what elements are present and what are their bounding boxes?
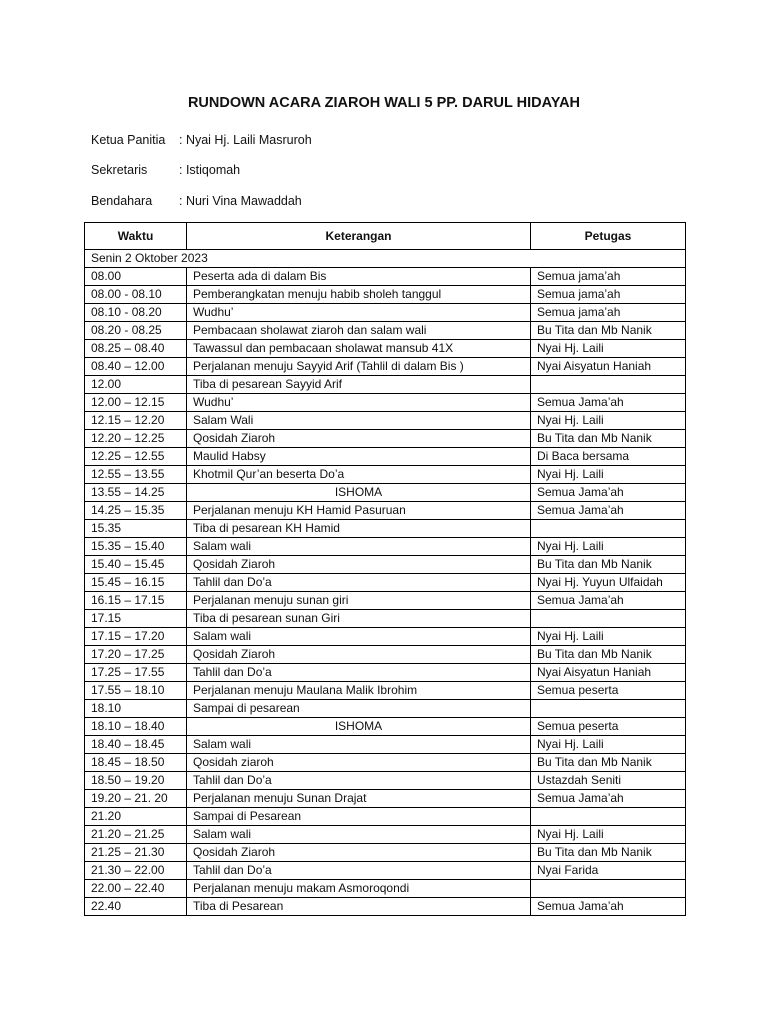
staff-cell: Semua Jama’ah: [531, 790, 686, 808]
time-cell: 15.35 – 15.40: [85, 538, 187, 556]
time-cell: 19.20 – 21. 20: [85, 790, 187, 808]
committee-chair: [91, 133, 312, 147]
description-cell: ISHOMA: [187, 484, 531, 502]
table-row: [85, 880, 686, 898]
description-cell: Tiba di pesarean sunan Giri: [187, 610, 531, 628]
table-row: [85, 754, 686, 772]
table-row: [85, 556, 686, 574]
table-row: [85, 700, 686, 718]
time-cell: 17.25 – 17.55: [85, 664, 187, 682]
table-row: [85, 718, 686, 736]
staff-cell: Semua Jama’ah: [531, 592, 686, 610]
staff-cell: Semua Jama’ah: [531, 502, 686, 520]
table-row: [85, 484, 686, 502]
table-header-row: [85, 223, 686, 250]
table-row: [85, 808, 686, 826]
table-row: [85, 898, 686, 916]
description-cell: Tahlil dan Do’a: [187, 862, 531, 880]
staff-cell: [531, 520, 686, 538]
time-cell: 16.15 – 17.15: [85, 592, 187, 610]
description-cell: Salam wali: [187, 826, 531, 844]
table-row: [85, 412, 686, 430]
staff-cell: Nyai Aisyatun Haniah: [531, 664, 686, 682]
table-row: [85, 772, 686, 790]
staff-cell: Nyai Hj. Laili: [531, 340, 686, 358]
staff-cell: Nyai Hj. Yuyun Ulfaidah: [531, 574, 686, 592]
description-cell: Pemberangkatan menuju habib sholeh tanggul: [187, 286, 531, 304]
description-cell: Qosidah Ziaroh: [187, 646, 531, 664]
table-row: [85, 826, 686, 844]
description-cell: Perjalanan menuju Sunan Drajat: [187, 790, 531, 808]
description-cell: Tahlil dan Do’a: [187, 574, 531, 592]
table-row: [85, 628, 686, 646]
table-row: [85, 574, 686, 592]
description-cell: Tawassul dan pembacaan sholawat mansub 41X: [187, 340, 531, 358]
staff-cell: Semua Jama’ah: [531, 394, 686, 412]
header-waktu: Waktu: [85, 223, 187, 250]
staff-cell: Nyai Hj. Laili: [531, 826, 686, 844]
committee-value: : Nyai Hj. Laili Masruroh: [179, 133, 312, 147]
description-cell: Qosidah ziaroh: [187, 754, 531, 772]
time-cell: 12.25 – 12.55: [85, 448, 187, 466]
time-cell: 17.20 – 17.25: [85, 646, 187, 664]
staff-cell: Semua jama’ah: [531, 286, 686, 304]
committee-treasurer: [91, 194, 302, 208]
description-cell: Perjalanan menuju sunan giri: [187, 592, 531, 610]
document-title: RUNDOWN ACARA ZIAROH WALI 5 PP. DARUL HIDAYAH: [187, 95, 581, 111]
staff-cell: Semua jama’ah: [531, 268, 686, 286]
staff-cell: Semua peserta: [531, 682, 686, 700]
description-cell: Perjalanan menuju Maulana Malik Ibrohim: [187, 682, 531, 700]
table-row: [85, 340, 686, 358]
header-keterangan: Keterangan: [187, 223, 531, 250]
table-row: [85, 844, 686, 862]
staff-cell: Semua Jama’ah: [531, 898, 686, 916]
time-cell: 14.25 – 15.35: [85, 502, 187, 520]
table-row: [85, 592, 686, 610]
staff-cell: Bu Tita dan Mb Nanik: [531, 844, 686, 862]
description-cell: Khotmil Qur’an beserta Do’a: [187, 466, 531, 484]
table-row: [85, 430, 686, 448]
description-cell: Salam Wali: [187, 412, 531, 430]
staff-cell: Nyai Hj. Laili: [531, 736, 686, 754]
table-row: [85, 790, 686, 808]
description-cell: Qosidah Ziaroh: [187, 556, 531, 574]
time-cell: 12.20 – 12.25: [85, 430, 187, 448]
description-cell: Qosidah Ziaroh: [187, 844, 531, 862]
time-cell: 08.20 - 08.25: [85, 322, 187, 340]
staff-cell: Ustazdah Seniti: [531, 772, 686, 790]
staff-cell: [531, 376, 686, 394]
staff-cell: Bu Tita dan Mb Nanik: [531, 556, 686, 574]
time-cell: 15.45 – 16.15: [85, 574, 187, 592]
time-cell: 12.00 – 12.15: [85, 394, 187, 412]
staff-cell: [531, 610, 686, 628]
description-cell: ISHOMA: [187, 718, 531, 736]
description-cell: Tahlil dan Do’a: [187, 772, 531, 790]
staff-cell: Bu Tita dan Mb Nanik: [531, 646, 686, 664]
table-row: [85, 394, 686, 412]
description-cell: Perjalanan menuju Sayyid Arif (Tahlil di dalam Bis ): [187, 358, 531, 376]
time-cell: 22.00 – 22.40: [85, 880, 187, 898]
description-cell: Tiba di pesarean Sayyid Arif: [187, 376, 531, 394]
table-row: [85, 322, 686, 340]
committee-value: : Nuri Vina Mawaddah: [179, 194, 302, 208]
time-cell: 08.00 - 08.10: [85, 286, 187, 304]
description-cell: Tiba di Pesarean: [187, 898, 531, 916]
description-cell: Wudhu’: [187, 304, 531, 322]
header-petugas: Petugas: [531, 223, 686, 250]
staff-cell: Bu Tita dan Mb Nanik: [531, 322, 686, 340]
time-cell: 08.00: [85, 268, 187, 286]
time-cell: 15.40 – 15.45: [85, 556, 187, 574]
time-cell: 21.25 – 21.30: [85, 844, 187, 862]
time-cell: 21.20: [85, 808, 187, 826]
table-body: [85, 250, 686, 916]
table-row: [85, 466, 686, 484]
table-row: [85, 268, 686, 286]
committee-value: : Istiqomah: [179, 163, 241, 177]
time-cell: 21.20 – 21.25: [85, 826, 187, 844]
description-cell: Sampai di Pesarean: [187, 808, 531, 826]
date-row: [85, 250, 686, 268]
staff-cell: Di Baca bersama: [531, 448, 686, 466]
description-cell: Sampai di pesarean: [187, 700, 531, 718]
description-cell: Tahlil dan Do’a: [187, 664, 531, 682]
time-cell: 18.40 – 18.45: [85, 736, 187, 754]
description-cell: Peserta ada di dalam Bis: [187, 268, 531, 286]
time-cell: 18.10 – 18.40: [85, 718, 187, 736]
staff-cell: Semua jama’ah: [531, 304, 686, 322]
committee-secretary: [91, 163, 240, 177]
staff-cell: [531, 880, 686, 898]
table-row: [85, 286, 686, 304]
time-cell: 21.30 – 22.00: [85, 862, 187, 880]
time-cell: 18.45 – 18.50: [85, 754, 187, 772]
table-row: [85, 448, 686, 466]
staff-cell: Bu Tita dan Mb Nanik: [531, 430, 686, 448]
staff-cell: Nyai Farida: [531, 862, 686, 880]
staff-cell: Nyai Hj. Laili: [531, 628, 686, 646]
staff-cell: Semua Jama’ah: [531, 484, 686, 502]
description-cell: Maulid Habsy: [187, 448, 531, 466]
staff-cell: Nyai Hj. Laili: [531, 538, 686, 556]
description-cell: Wudhu’: [187, 394, 531, 412]
table-row: [85, 538, 686, 556]
description-cell: Salam wali: [187, 628, 531, 646]
table-row: [85, 502, 686, 520]
table-row: [85, 646, 686, 664]
description-cell: Perjalanan menuju KH Hamid Pasuruan: [187, 502, 531, 520]
time-cell: 13.55 – 14.25: [85, 484, 187, 502]
staff-cell: Nyai Hj. Laili: [531, 466, 686, 484]
description-cell: Qosidah Ziaroh: [187, 430, 531, 448]
time-cell: 12.00: [85, 376, 187, 394]
time-cell: 17.15: [85, 610, 187, 628]
time-cell: 22.40: [85, 898, 187, 916]
time-cell: 12.15 – 12.20: [85, 412, 187, 430]
table-row: [85, 610, 686, 628]
date-cell: Senin 2 Oktober 2023: [85, 250, 686, 268]
time-cell: 18.10: [85, 700, 187, 718]
description-cell: Perjalanan menuju makam Asmoroqondi: [187, 880, 531, 898]
time-cell: 08.40 – 12.00: [85, 358, 187, 376]
time-cell: 17.55 – 18.10: [85, 682, 187, 700]
rundown-table: [84, 222, 686, 916]
staff-cell: Nyai Hj. Laili: [531, 412, 686, 430]
staff-cell: Nyai Aisyatun Haniah: [531, 358, 686, 376]
description-cell: Tiba di pesarean KH Hamid: [187, 520, 531, 538]
time-cell: 15.35: [85, 520, 187, 538]
table-row: [85, 862, 686, 880]
time-cell: 08.10 - 08.20: [85, 304, 187, 322]
staff-cell: Semua peserta: [531, 718, 686, 736]
committee-label: Sekretaris: [91, 163, 148, 177]
table-row: [85, 358, 686, 376]
table-row: [85, 664, 686, 682]
time-cell: 18.50 – 19.20: [85, 772, 187, 790]
time-cell: 17.15 – 17.20: [85, 628, 187, 646]
staff-cell: [531, 700, 686, 718]
table-row: [85, 304, 686, 322]
table-row: [85, 682, 686, 700]
time-cell: 12.55 – 13.55: [85, 466, 187, 484]
table-row: [85, 520, 686, 538]
committee-label: Bendahara: [91, 194, 153, 208]
committee-label: Ketua Panitia: [91, 133, 166, 147]
table-row: [85, 376, 686, 394]
description-cell: Salam wali: [187, 538, 531, 556]
description-cell: Salam wali: [187, 736, 531, 754]
staff-cell: Bu Tita dan Mb Nanik: [531, 754, 686, 772]
time-cell: 08.25 – 08.40: [85, 340, 187, 358]
description-cell: Pembacaan sholawat ziaroh dan salam wali: [187, 322, 531, 340]
staff-cell: [531, 808, 686, 826]
table-row: [85, 736, 686, 754]
